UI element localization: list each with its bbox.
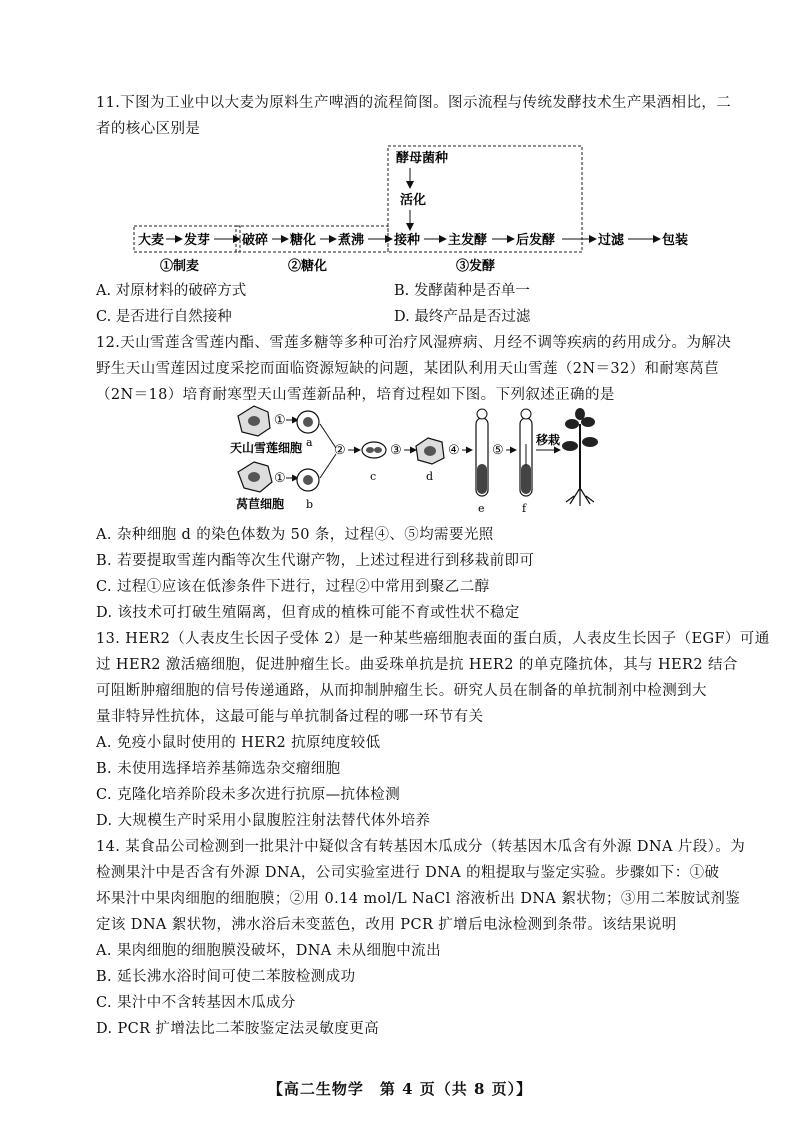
cell1-label: 天山雪莲细胞	[230, 441, 303, 455]
flow-step-package: 包装	[662, 233, 689, 248]
question-12	[96, 330, 736, 408]
transplant-label: 移栽	[536, 433, 561, 447]
q13-option-a[interactable]: A. 免疫小鼠时使用的 HER2 抗原纯度较低	[96, 735, 381, 751]
q13-option-b[interactable]: B. 未使用选择培养基筛选杂交瘤细胞	[96, 761, 341, 777]
q13-option-c[interactable]: C. 克隆化培养阶段未多次进行抗原—抗体检测	[96, 787, 401, 803]
step-3: ③	[390, 443, 402, 458]
hybrid-breeding-diagram	[226, 404, 606, 520]
q12-option-d[interactable]: D. 该技术可打破生殖隔离，但育成的植株可能不育或性状不稳定	[96, 605, 520, 621]
step-5: ⑤	[492, 443, 504, 458]
q12-line-1: 12.天山雪莲含雪莲内酯、雪莲多糖等多种可治疗风湿痹病、月经不调等疾病的药用成分。为解决	[96, 335, 732, 351]
q14-line-2: 检测果汁中是否含有外源 DNA，公司实验室进行 DNA 的粗提取与鉴定实验。步骤如下：①破	[96, 865, 720, 881]
flow-step-germinate: 发芽	[184, 233, 211, 248]
flow-activate: 活化	[400, 193, 427, 208]
step-2: ②	[334, 443, 346, 458]
q11-option-a[interactable]: A. 对原材料的破碎方式	[96, 283, 247, 299]
q13-line-1: 13. HER2（人表皮生长因子受体 2）是一种某些癌细胞表面的蛋白质，人表皮生长因子（EGF）可通	[96, 631, 770, 647]
question-13	[96, 626, 770, 834]
flow-step-filter: 过滤	[598, 233, 625, 248]
beer-process-diagram	[120, 140, 740, 280]
flow-step-boil: 煮沸	[338, 233, 365, 248]
q12-line-2: 野生天山雪莲因过度采挖而面临资源短缺的问题，某团队利用天山雪莲（2N＝32）和耐寒莴苣	[96, 361, 720, 377]
q11-option-d[interactable]: D. 最终产品是否过滤	[394, 309, 531, 325]
stage1-label: ①制麦	[160, 259, 200, 274]
flow-step-post-ferment: 后发酵	[516, 233, 556, 248]
stage3-label: ③发酵	[456, 259, 496, 274]
q13-line-4: 量非特异性抗体，这最可能与单抗制备过程的哪一环节有关	[96, 709, 484, 725]
q11-line-2: 者的核心区别是	[96, 121, 201, 137]
q12-option-c[interactable]: C. 过程①应该在低渗条件下进行，过程②中常用到聚乙二醇	[96, 579, 490, 595]
q13-option-d[interactable]: D. 大规模生产时采用小鼠腹腔注射法替代体外培养	[96, 813, 431, 829]
q12-line-3: （2N＝18）培育耐寒型天山雪莲新品种，培育过程如下图。下列叙述正确的是	[96, 387, 615, 403]
stage2-label: ②糖化	[288, 259, 328, 274]
flow-step-main-ferment: 主发酵	[448, 233, 488, 248]
q14-option-a[interactable]: A. 果肉细胞的细胞膜没破坏，DNA 未从细胞中流出	[96, 943, 441, 959]
q11-options	[96, 278, 736, 330]
q14-option-d[interactable]: D. PCR 扩增法比二苯胺鉴定法灵敏度更高	[96, 1021, 380, 1037]
flow-yeast: 酵母菌种	[396, 151, 449, 166]
q11-line-1: 11.下图为工业中以大麦为原料生产啤酒的流程简图。图示流程与传统发酵技术生产果酒相比，二	[96, 95, 732, 111]
q14-line-1: 14. 某食品公司检测到一批果汁中疑似含有转基因木瓜成分（转基因木瓜含有外源 DNA 片段）。为	[96, 839, 746, 855]
q14-line-4: 定该 DNA 絮状物，沸水浴后未变蓝色，改用 PCR 扩增后电泳检测到条带。该结果说明	[96, 917, 677, 933]
question-11	[96, 90, 736, 142]
q12-option-b[interactable]: B. 若要提取雪莲内酯等次生代谢产物，上述过程进行到移栽前即可	[96, 553, 535, 569]
label-a: a	[306, 436, 313, 449]
q13-line-3: 可阻断肿瘤细胞的信号传递通路，从而抑制肿瘤生长。研究人员在制备的单抗制剂中检测到大	[96, 683, 707, 699]
q14-option-b[interactable]: B. 延长沸水浴时间可使二苯胺检测成功	[96, 969, 356, 985]
step-1a: ①	[274, 413, 286, 428]
q13-line-2: 过 HER2 激活癌细胞，促进肿瘤生长。曲妥珠单抗是抗 HER2 的单克隆抗体，其与 HER2 结合	[96, 657, 738, 673]
label-b: b	[306, 498, 314, 511]
label-f: f	[522, 502, 527, 515]
q12-options	[96, 522, 736, 626]
step-4: ④	[448, 443, 460, 458]
label-e: e	[478, 502, 485, 515]
q11-option-c[interactable]: C. 是否进行自然接种	[96, 309, 232, 325]
q14-option-c[interactable]: C. 果汁中不含转基因木瓜成分	[96, 995, 296, 1011]
q11-option-b[interactable]: B. 发酵菌种是否单一	[394, 283, 530, 299]
q14-line-3: 坏果汁中果肉细胞的细胞膜；②用 0.14 mol/L NaCl 溶液析出 DNA 絮状物；③用二苯胺试剂鉴	[96, 891, 741, 907]
q12-option-a[interactable]: A. 杂种细胞 d 的染色体数为 50 条，过程④、⑤均需要光照	[96, 527, 494, 543]
flow-step-barley: 大麦	[138, 233, 165, 248]
flow-step-inoculate: 接种	[394, 233, 421, 248]
flow-step-crush: 破碎	[242, 233, 269, 248]
page-footer: 【高二生物学 第 4 页（共 8 页）】	[267, 1080, 533, 1098]
question-14	[96, 834, 746, 1042]
plant-icon	[562, 408, 598, 506]
step-1b: ①	[274, 471, 286, 486]
label-d: d	[426, 470, 434, 483]
cell2-label: 莴苣细胞	[236, 497, 285, 511]
label-c: c	[370, 470, 377, 483]
flow-step-saccharify: 糖化	[290, 233, 317, 248]
